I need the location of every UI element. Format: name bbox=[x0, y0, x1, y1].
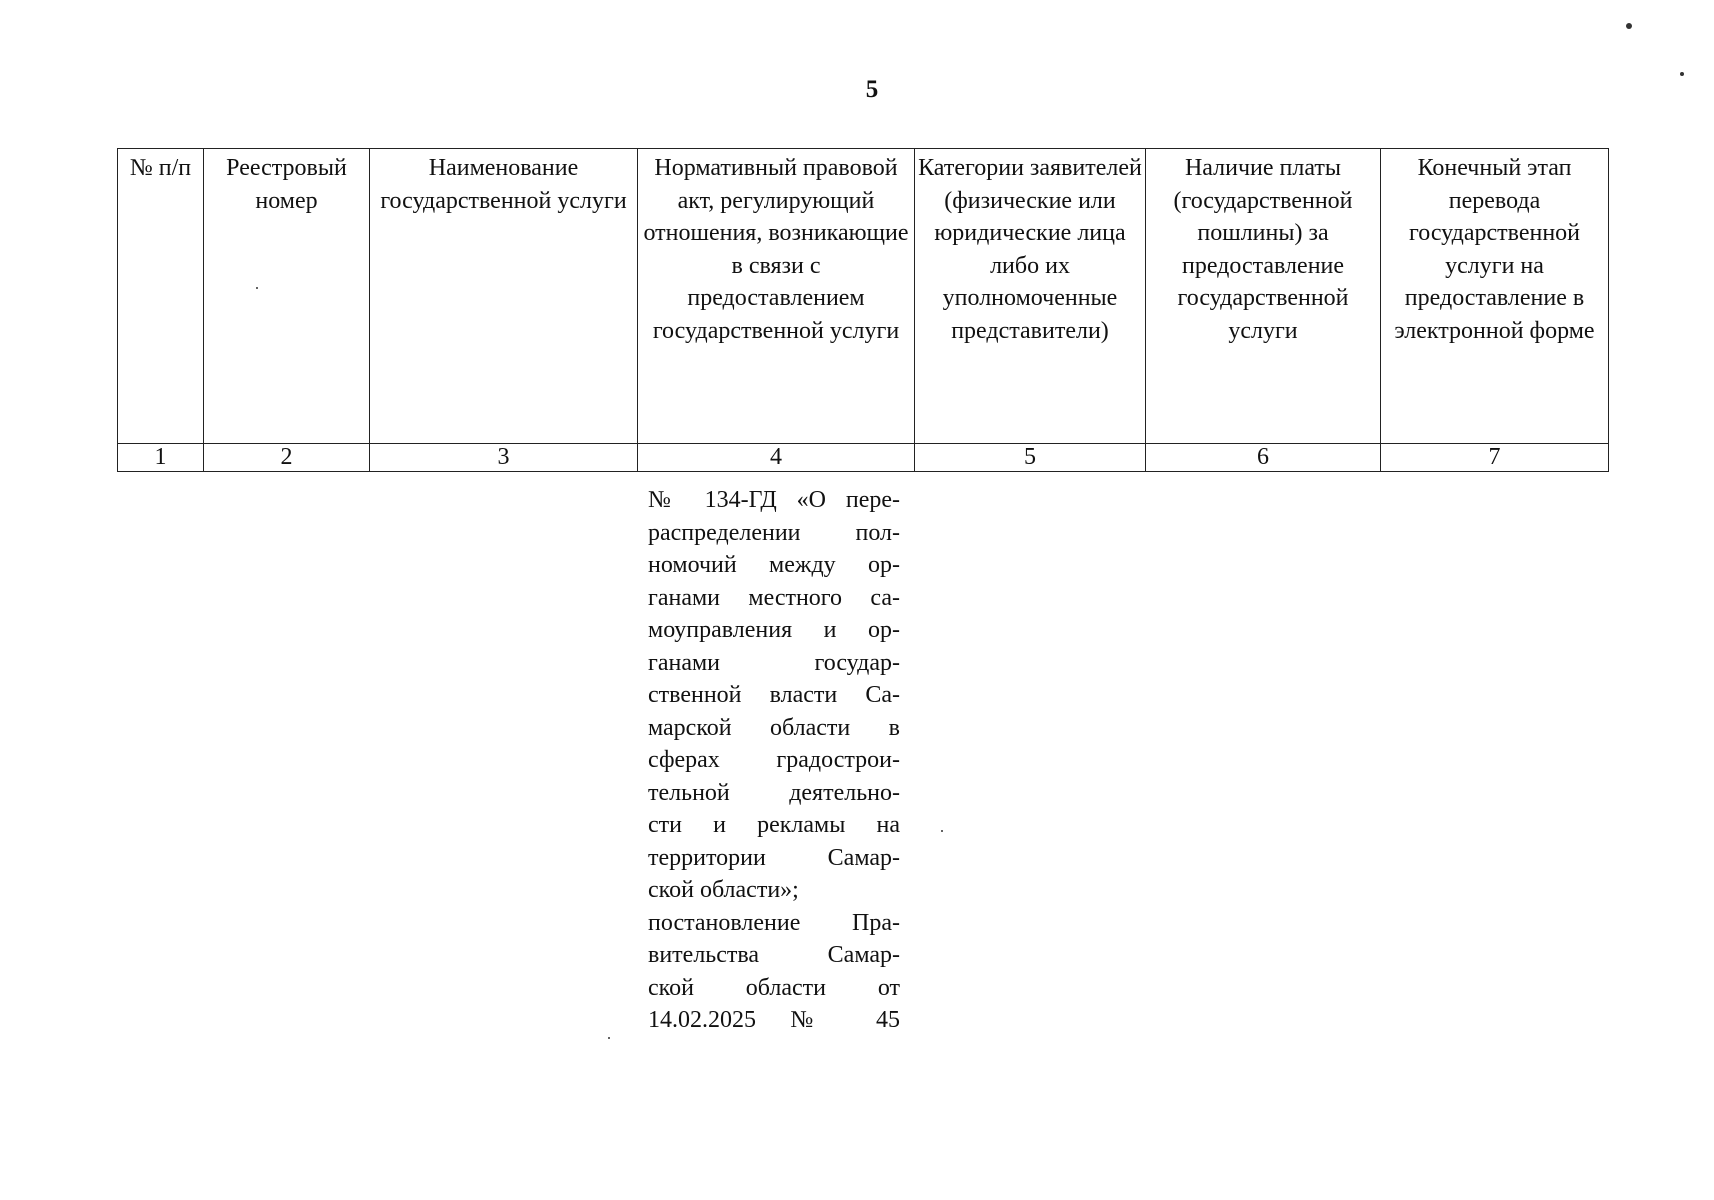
text-line: вительства Самар- bbox=[648, 942, 900, 968]
text-line: ганами государ- bbox=[648, 649, 900, 676]
column-number: 3 bbox=[370, 444, 638, 472]
header-cell-legal-act: Нормативный правовой акт, регулирующий отношения, возникающие в связи с предоставлением государственной услуги bbox=[638, 149, 915, 444]
scan-speck bbox=[608, 1037, 610, 1039]
header-cell-final-stage: Конечный этап перевода государственной услуги на предоставление в электронной форме bbox=[1381, 149, 1609, 444]
text-line: территории Самар- bbox=[648, 844, 900, 871]
page-number: 5 bbox=[865, 76, 879, 103]
text-line: ганами местного са- bbox=[648, 584, 900, 611]
text-line: 14.02.2025 № 45 bbox=[648, 1007, 900, 1033]
column-number: 7 bbox=[1381, 444, 1609, 472]
text-line: сферах градострои- bbox=[648, 747, 900, 773]
text-line: ской области»; bbox=[648, 877, 799, 903]
scan-speck bbox=[256, 287, 258, 289]
text-line: ской области от bbox=[648, 974, 900, 1001]
legal-act-continuation-text bbox=[648, 484, 900, 1037]
text-line: ственной власти Са- bbox=[648, 682, 900, 708]
column-number-row bbox=[118, 444, 1609, 472]
text-line: тельной деятельно- bbox=[648, 779, 900, 806]
header-cell-service-name: Наименование государственной услуги bbox=[370, 149, 638, 444]
column-number: 1 bbox=[118, 444, 204, 472]
text-line: номочий между ор- bbox=[648, 552, 900, 578]
header-cell-applicant-categories: Категории заявителей (физические или юридические лица либо их уполномоченные представители) bbox=[915, 149, 1146, 444]
text-line: постановление Пра- bbox=[648, 909, 900, 936]
text-line: распределении пол- bbox=[648, 519, 900, 546]
header-cell-registry-number: Реестровый номер bbox=[204, 149, 370, 444]
header-cell-number: № п/п bbox=[118, 149, 204, 444]
text-line: марской области в bbox=[648, 714, 900, 741]
services-table bbox=[117, 148, 1609, 472]
column-number: 4 bbox=[638, 444, 915, 472]
text-line: моуправления и ор- bbox=[648, 617, 900, 643]
text-line: сти и рекламы на bbox=[648, 812, 900, 838]
scan-speck bbox=[941, 830, 943, 832]
header-cell-fee: Наличие платы (государственной пошлины) за предоставление государственной услуги bbox=[1146, 149, 1381, 444]
column-number: 6 bbox=[1146, 444, 1381, 472]
column-number: 5 bbox=[915, 444, 1146, 472]
text-line: № 134-ГД «О пере- bbox=[648, 487, 900, 513]
column-number: 2 bbox=[204, 444, 370, 472]
header-row bbox=[118, 149, 1609, 444]
scan-speck bbox=[1626, 23, 1632, 29]
scan-speck bbox=[1680, 72, 1684, 76]
